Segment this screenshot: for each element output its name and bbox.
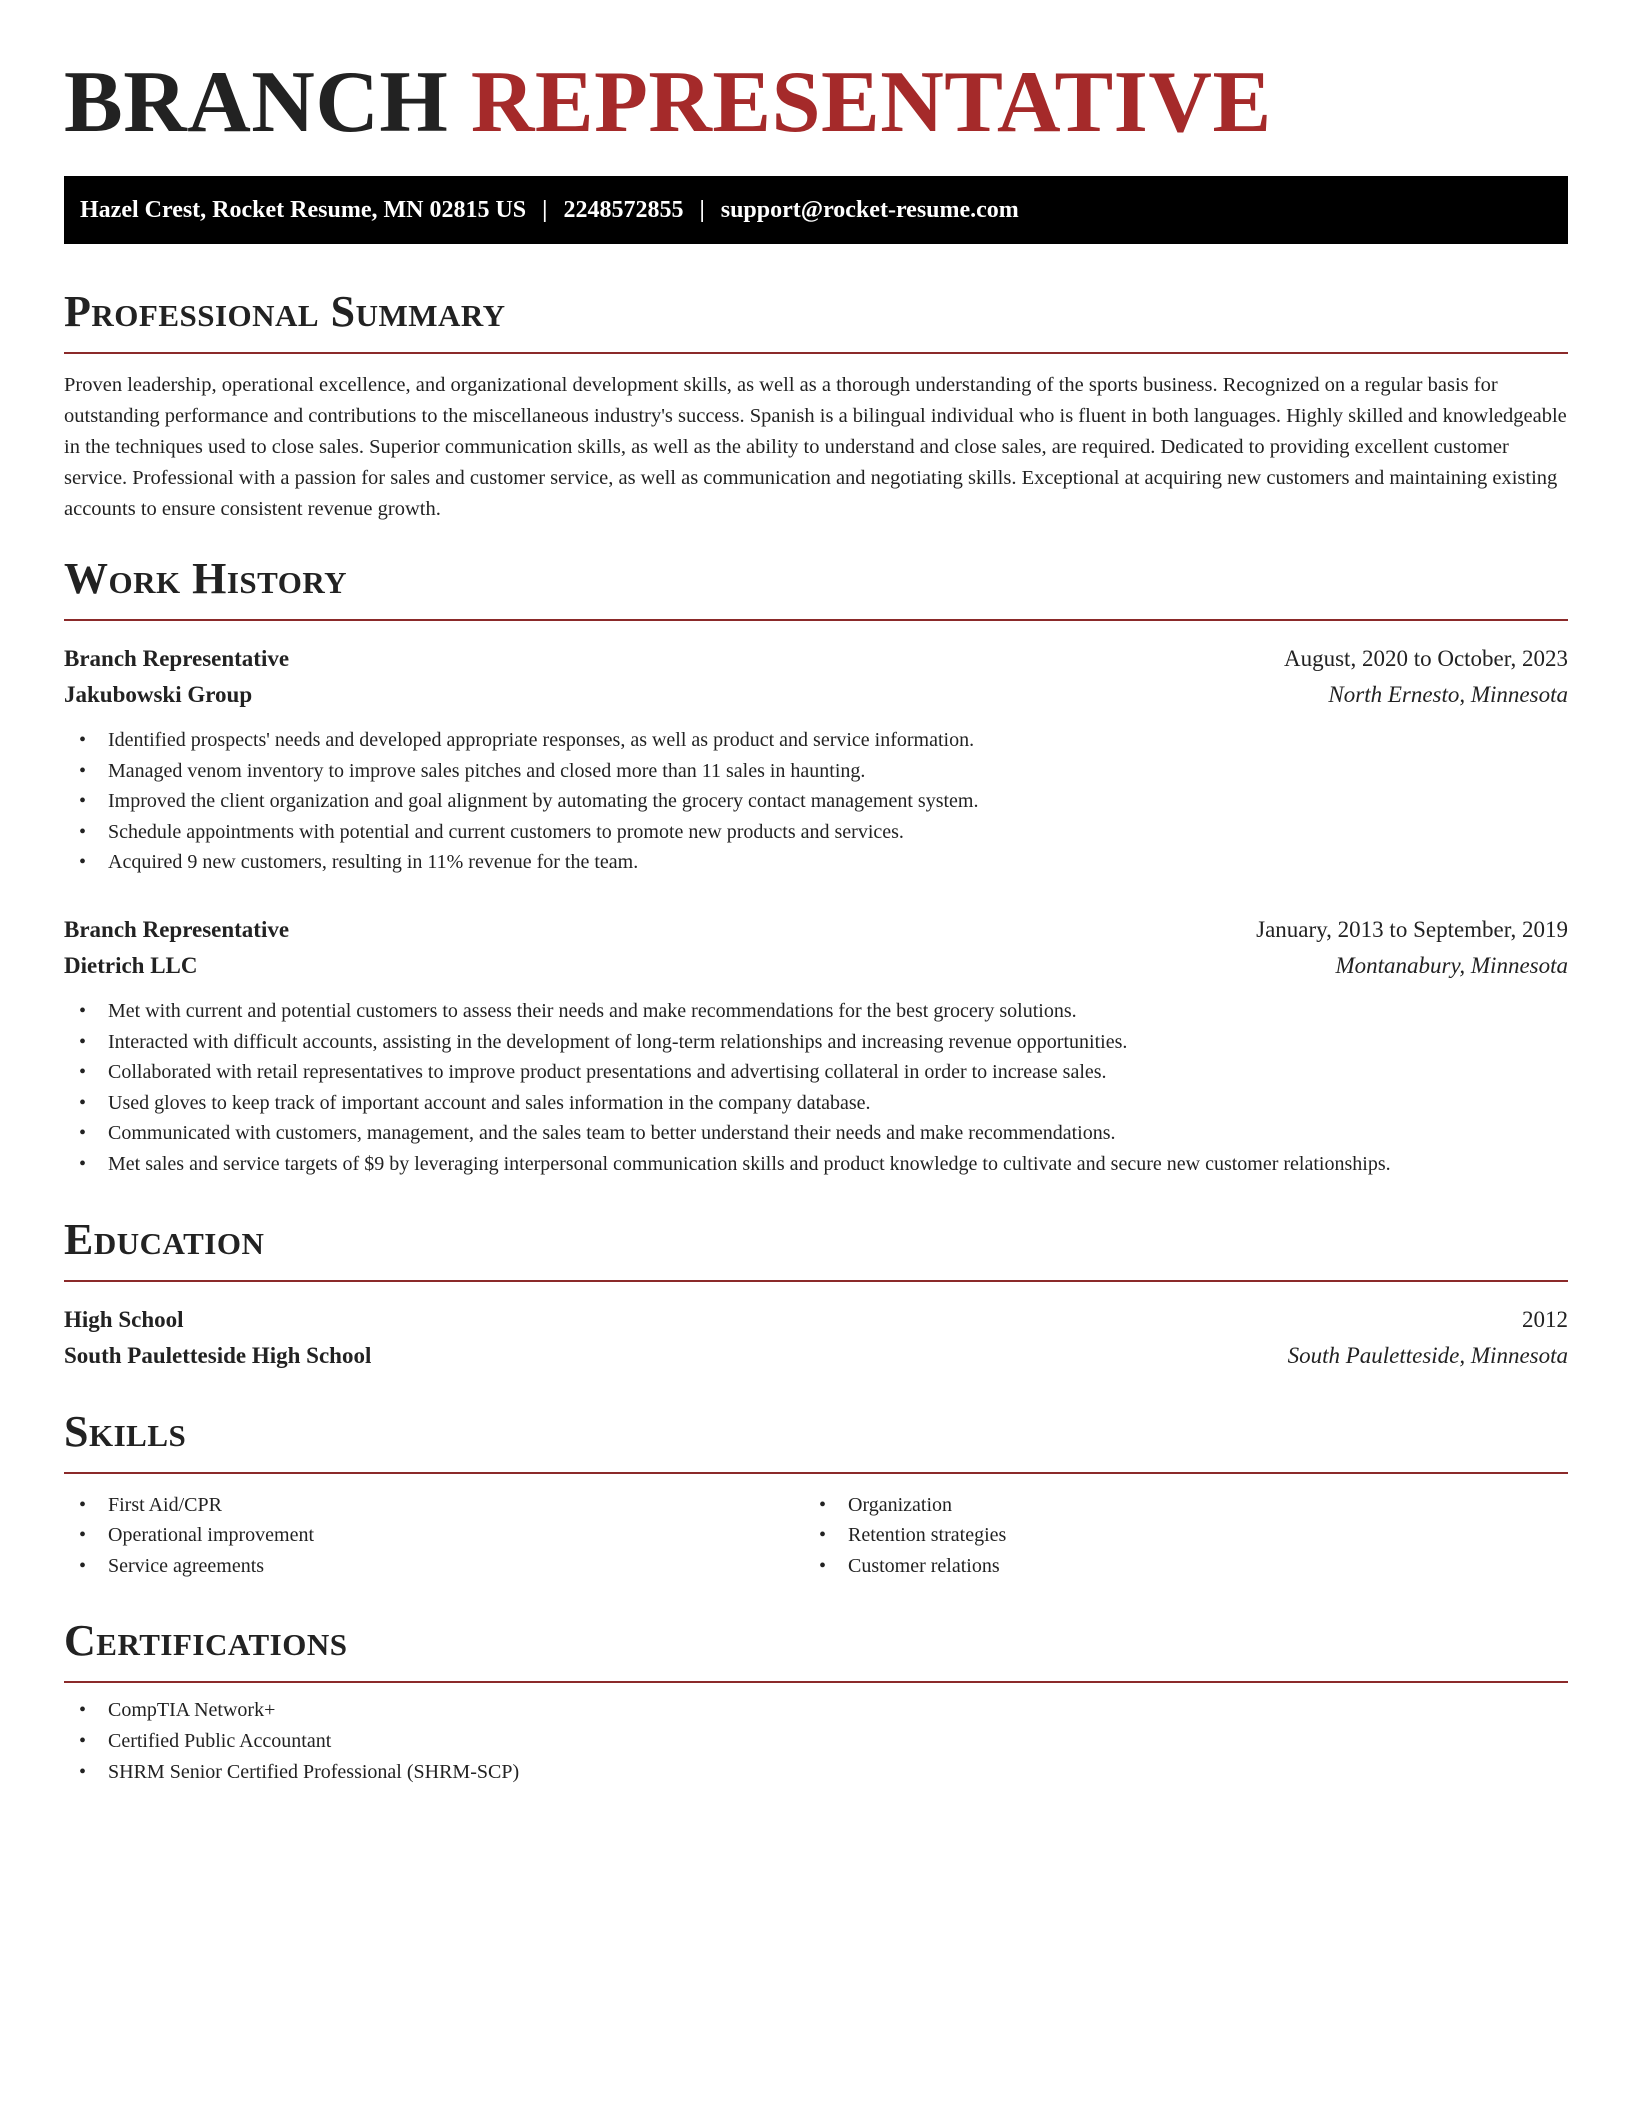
- job-bullets: [64, 725, 1568, 878]
- certifications-section: [64, 1615, 1568, 1787]
- contact-bar: [64, 176, 1568, 244]
- job-bullet: • Acquired 9 new customers, resulting in 11% revenue for the team.: [64, 847, 1568, 878]
- certifications-list: [64, 1695, 1568, 1787]
- education-section: [64, 1214, 1568, 1374]
- name-last: REPRESENTATIVE: [470, 54, 1272, 151]
- education-entry: [64, 1302, 1568, 1374]
- section-divider: [64, 1681, 1568, 1683]
- education-school: South Pauletteside High School: [64, 1342, 372, 1368]
- skill-item: • Organization: [804, 1490, 1544, 1521]
- skills-grid: [64, 1490, 1568, 1582]
- skills-section: [64, 1406, 1568, 1582]
- certification-item: • Certified Public Accountant: [64, 1726, 1568, 1757]
- section-divider: [64, 352, 1568, 354]
- job-bullet: • Improved the client organization and goal alignment by automating the grocery contact management system.: [64, 786, 1568, 817]
- skills-list-right: [804, 1490, 1544, 1582]
- job-entry: [64, 912, 1568, 1180]
- section-title-skills: Skills: [64, 1406, 187, 1456]
- summary-section: [64, 286, 1568, 525]
- section-title-education: Education: [64, 1214, 265, 1264]
- education-location: South Pauletteside, Minnesota: [1287, 1342, 1568, 1368]
- job-bullet: • Collaborated with retail representatives to improve product presentations and advertising collateral in order to increase sales.: [64, 1057, 1568, 1088]
- skill-item: • First Aid/CPR: [64, 1490, 804, 1521]
- job-header-row: [64, 641, 1568, 677]
- job-location: North Ernesto, Minnesota: [1328, 682, 1568, 707]
- education-degree: High School: [64, 1306, 184, 1332]
- certification-item: • CompTIA Network+: [64, 1695, 1568, 1726]
- job-bullet: • Schedule appointments with potential and current customers to promote new products and services.: [64, 817, 1568, 848]
- contact-separator: |: [699, 196, 705, 223]
- job-bullets: [64, 996, 1568, 1180]
- resume-name: [64, 54, 1568, 152]
- job-bullet: • Met with current and potential customers to assess their needs and make recommendations for the best grocery solutions.: [64, 996, 1568, 1027]
- skill-item: • Service agreements: [64, 1551, 804, 1582]
- job-company-row: [64, 677, 1568, 713]
- job-title: Branch Representative: [64, 916, 290, 942]
- section-divider: [64, 1472, 1568, 1474]
- contact-email: support@rocket-resume.com: [720, 196, 1019, 223]
- job-bullet: • Managed venom inventory to improve sales pitches and closed more than 11 sales in haunting.: [64, 756, 1568, 787]
- section-title-summary: Professional Summary: [64, 287, 506, 336]
- job-entry: [64, 641, 1568, 878]
- section-divider: [64, 619, 1568, 621]
- contact-phone: 2248572855: [563, 196, 684, 223]
- job-bullet: • Met sales and service targets of $9 by leveraging interpersonal communication skills and product knowledge to cultivate and secure new customer relationships.: [64, 1149, 1568, 1180]
- section-title-certifications: Certifications: [64, 1616, 348, 1666]
- skill-item: • Retention strategies: [804, 1520, 1544, 1551]
- job-bullet: • Communicated with customers, management, and the sales team to better understand their needs and make recommendations.: [64, 1118, 1568, 1149]
- job-bullet: • Identified prospects' needs and developed appropriate responses, as well as product and service information.: [64, 725, 1568, 756]
- education-year: 2012: [1522, 1306, 1568, 1332]
- job-company: Dietrich LLC: [64, 952, 198, 978]
- job-location: Montanabury, Minnesota: [1335, 952, 1568, 978]
- skills-list-left: [64, 1490, 804, 1582]
- job-bullet: • Interacted with difficult accounts, assisting in the development of long-term relationships and increasing revenue opportunities.: [64, 1027, 1568, 1058]
- job-dates: January, 2013 to September, 2019: [1256, 916, 1568, 942]
- job-bullet: • Used gloves to keep track of important account and sales information in the company database.: [64, 1088, 1568, 1119]
- skill-item: • Customer relations: [804, 1551, 1544, 1582]
- section-title-work-history: Work History: [64, 554, 348, 603]
- job-header-row: [64, 912, 1568, 948]
- certification-item: • SHRM Senior Certified Professional (SHRM-SCP): [64, 1757, 1568, 1788]
- contact-address: Hazel Crest, Rocket Resume, MN 02815 US: [80, 196, 527, 223]
- skill-item: • Operational improvement: [64, 1520, 804, 1551]
- work-history-section: [64, 553, 1568, 1180]
- job-dates: August, 2020 to October, 2023: [1284, 646, 1568, 671]
- job-title: Branch Representative: [64, 646, 290, 671]
- education-header-row: [64, 1302, 1568, 1338]
- education-school-row: [64, 1338, 1568, 1374]
- summary-text: Proven leadership, operational excellence, and organizational development skills, as well as a thorough understanding of the sports business. Recognized on a regular basis for outstanding performance and contributions to the miscellaneous industry's success. Spanish is a bilingual individual who is fluent in both languages. Highly skilled and knowledgeable in the techniques used to close sales. Superior communication skills, as well as the ability to understand and close sales, are required. Dedicated to providing excellent customer service. Professional with a passion for sales and customer service, as well as communication and negotiating skills. Exceptional at acquiring new customers and maintaining existing accounts to ensure consistent revenue growth.: [64, 374, 1567, 520]
- name-first: BRANCH: [64, 54, 449, 151]
- section-divider: [64, 1280, 1568, 1282]
- contact-separator: |: [542, 196, 548, 223]
- job-company: Jakubowski Group: [64, 682, 253, 707]
- job-company-row: [64, 948, 1568, 984]
